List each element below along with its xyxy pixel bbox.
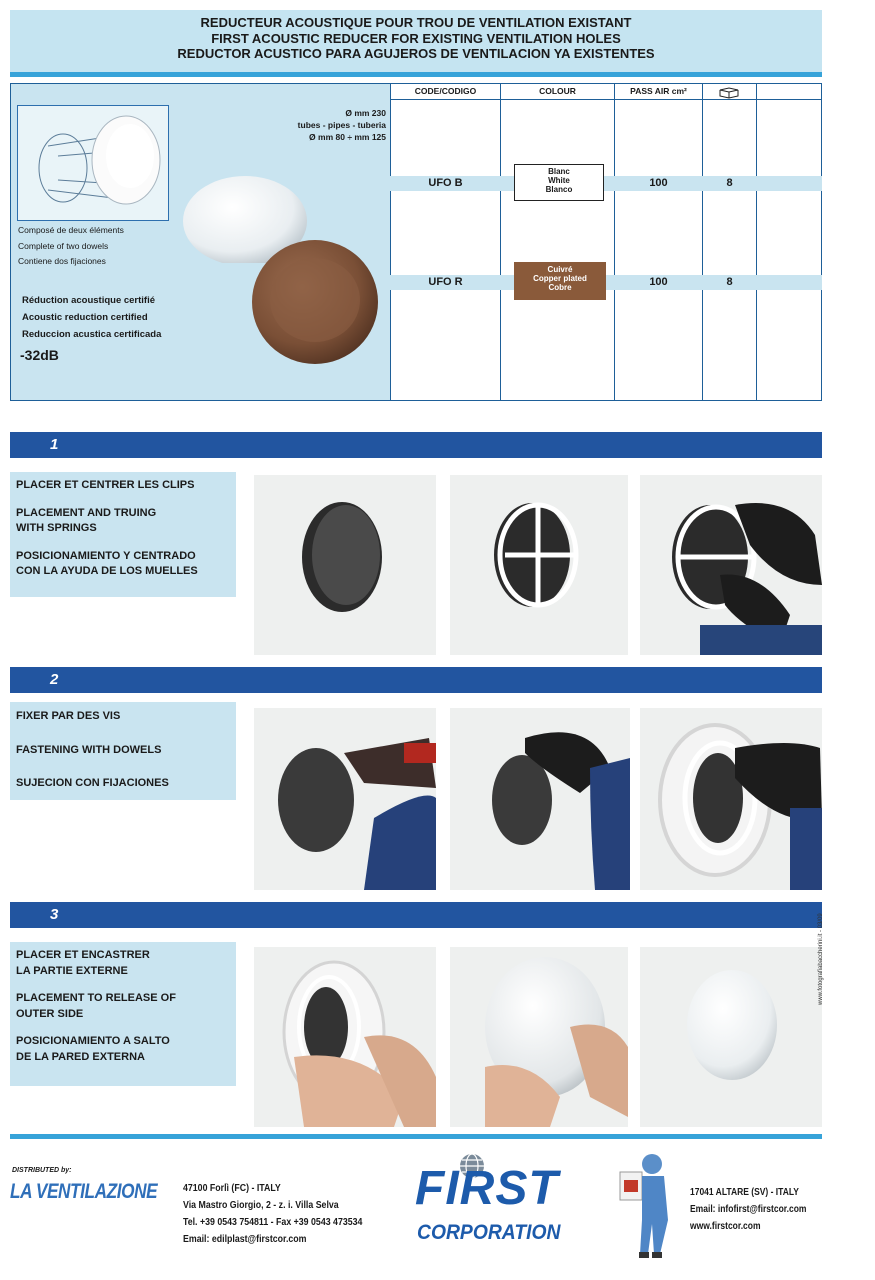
swatch-white [514,164,604,201]
row2-code: UFO R [428,276,463,288]
step-line: WITH SPRINGS [16,522,97,534]
step-number: 3 [50,906,59,923]
colour-es: Blanco [545,185,573,194]
reduction-value: -32dB [20,347,59,363]
corporation-logo: CORPORATION [417,1221,561,1244]
contact-address: 17041 ALTARE (SV) - ITALY [690,1187,799,1198]
footer-stripe [10,1134,822,1139]
contact-email[interactable]: Email: infofirst@firstcor.com [690,1204,807,1215]
col-code: CODE/CODIGO [414,86,477,96]
step-3-photo-final [640,947,822,1127]
title-fr: REDUCTEUR ACOUSTIQUE POUR TROU DE VENTILATION EXISTANT [200,15,632,30]
colour-en: Copper plated [533,274,587,283]
table-divider [500,84,501,400]
composition-fr: Composé de deux éléments [18,225,124,235]
step-1-photo-hands [640,475,822,655]
step-1-photo-hole [254,475,436,655]
title-en: FIRST ACOUSTIC REDUCER FOR EXISTING VENTILATION HOLES [211,30,621,46]
step-line: PLACER ET CENTRER LES CLIPS [16,479,195,491]
certification-en: Acoustic reduction certified [22,312,148,323]
step-3-photo-press [450,947,628,1127]
distributor-address [183,1180,362,1248]
step-number: 2 [50,671,59,688]
certification-es: Reduccion acustica certificada [22,329,162,340]
col-colour: COLOUR [539,86,576,96]
side-credit: www.fotografiabaccherini.it - 03/09 [818,913,824,1005]
mascot-icon [612,1150,682,1265]
colour-fr: Cuivré [547,265,573,274]
first-contact [690,1184,806,1235]
table-divider [756,84,757,400]
copper-cover-image [250,240,380,370]
step-line: SUJECION CON FIJACIONES [16,777,169,789]
row1-pack: 8 [726,177,733,189]
table-divider [614,84,615,400]
step-line: PLACEMENT TO RELEASE OF [16,992,176,1004]
step-3-instructions [10,942,236,1086]
tubes-text: tubes - pipes - tuberia [297,120,386,130]
step-line: POSICIONAMIENTO Y CENTRADO [16,549,196,562]
step-1-instructions [10,472,236,597]
first-logo: FIRST [415,1162,559,1215]
composition-text [18,223,124,270]
phone-line: Tel. +39 0543 754811 - Fax +39 0543 473534 [183,1217,363,1228]
composition-es: Contiene dos fijaciones [18,256,106,266]
step-line: CON LA AYUDA DE LOS MUELLES [16,565,198,577]
step-2-photo-dowels [450,708,630,890]
step-2-photo-drill [254,708,436,890]
step-line: DE LA PARED EXTERNA [16,1050,145,1063]
row1-pass-air: 100 [649,177,668,189]
step-2-photo-screw [640,708,822,890]
product-dimensions [238,107,386,143]
address-line: 47100 Forlì (FC) - ITALY [183,1183,281,1194]
step-3-bar [10,902,822,928]
step-number: 1 [50,436,59,453]
row2-pack: 8 [726,276,733,288]
table-header-rule [390,99,822,100]
box-icon [718,86,740,104]
title-es: REDUCTOR ACUSTICO PARA AGUJEROS DE VENTILACION YA EXISTENTES [177,46,655,61]
tube-range-text: Ø mm 80 ÷ mm 125 [309,132,386,142]
colour-en: White [548,176,570,185]
step-3-photo-insert [254,947,436,1127]
diameter-text: Ø mm 230 [345,108,386,118]
certification-text [22,292,161,343]
email-line[interactable]: Email: edilplast@firstcor.com [183,1234,307,1245]
step-line: OUTER SIDE [16,1007,84,1020]
composition-en: Complete of two dowels [18,240,109,251]
product-exploded-image [17,105,169,221]
step-2-instructions [10,702,236,800]
colour-es: Cobre [548,283,572,292]
step-line: LA PARTIE EXTERNE [16,964,128,977]
step-line: PLACER ET ENCASTRER [16,949,150,961]
row1-code: UFO B [428,177,463,189]
step-line: FIXER PAR DES VIS [16,710,121,722]
page-header [10,10,822,72]
step-line: PLACEMENT AND TRUING [16,506,157,519]
header-stripe [10,72,822,77]
address-line: Via Mastro Giorgio, 2 - z. i. Villa Selva [183,1200,339,1211]
row2-pass-air: 100 [649,276,668,288]
table-divider [702,84,703,400]
step-2-bar [10,667,822,693]
colour-fr: Blanc [548,167,570,176]
table-divider [390,84,391,400]
step-1-photo-clips [450,475,628,655]
la-ventilazione-logo: LA VENTILAZIONE [10,1180,158,1203]
step-line: POSICIONAMIENTO A SALTO [16,1035,170,1047]
col-pass-air: PASS AIR cm² [630,86,687,96]
certification-fr: Réduction acoustique certifié [22,295,156,306]
distributed-by-label: DISTRIBUTED by: [12,1167,72,1174]
step-line: FASTENING WITH DOWELS [16,743,162,756]
step-1-bar [10,432,822,458]
swatch-copper [514,262,606,300]
contact-website[interactable]: www.firstcor.com [690,1221,761,1232]
